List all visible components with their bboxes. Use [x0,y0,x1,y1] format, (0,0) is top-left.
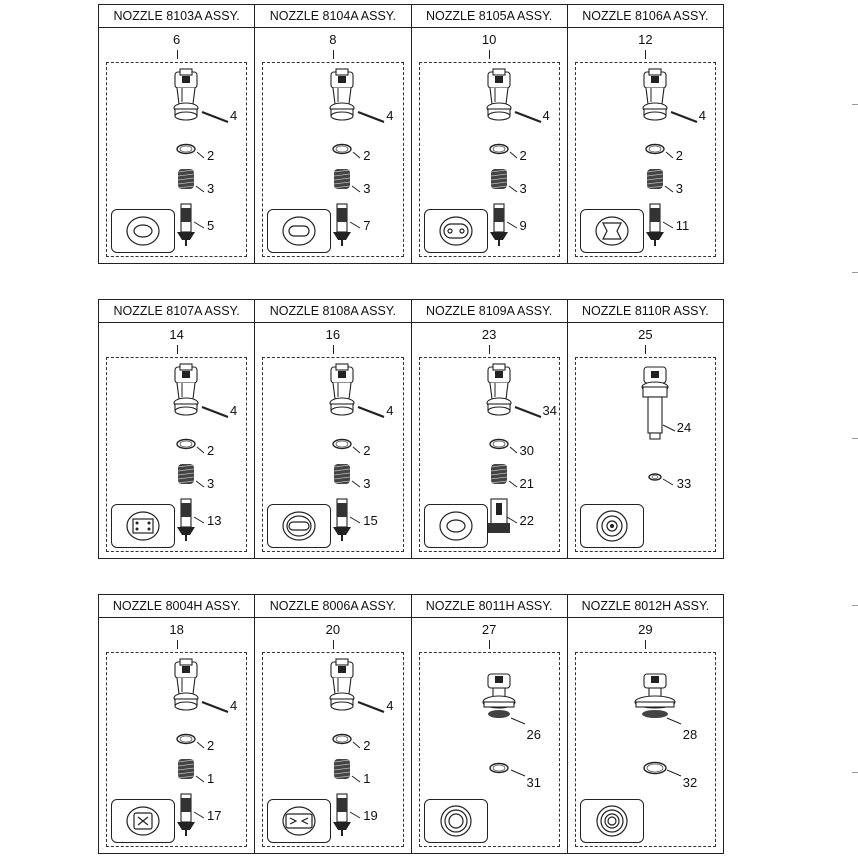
assembly-title: NOZZLE 8006A ASSY. [255,595,411,617]
header-row [99,300,723,323]
assembly-title: NOZZLE 8108A ASSY. [255,300,411,322]
nozzle-tip-detail [267,799,331,843]
assembly-cell [99,323,255,558]
part-number-label: 4 [698,108,706,123]
assembly-ref-number: 27 [481,622,497,637]
edge-mark [852,772,858,773]
assembly-cell [568,618,723,853]
assembly-ref-number: 25 [638,327,653,342]
part-number-label: 33 [676,476,692,491]
assembly-cell [412,28,568,263]
part-number-label: 2 [207,443,215,458]
header-row [99,595,723,618]
part-number-label: 26 [526,727,541,742]
assembly-table-row [98,594,724,854]
assembly-title: NOZZLE 8106A ASSY. [582,9,709,23]
part-number-label: 32 [682,775,698,790]
assembly-cell [568,323,723,558]
edge-mark [852,104,858,105]
assembly-cell [99,618,255,853]
part-number-label: 3 [363,181,371,196]
part-number-label: 11 [675,218,690,233]
part-number-label: 21 [519,476,534,491]
part-number-label: 5 [207,218,215,233]
tip-shape-icon [112,505,174,547]
part-number-label: 3 [675,181,683,196]
nozzle-tip-detail [424,504,488,548]
assembly-ref-number: 18 [169,622,184,637]
assembly-ref-number: 23 [481,327,497,342]
part-number-label: 13 [207,513,222,528]
edge-mark [852,438,858,439]
part-number-label: 3 [207,181,215,196]
part-number-label: 2 [363,443,371,458]
part-number-label: 17 [207,808,222,823]
assembly-title: NOZZLE 8104A ASSY. [255,5,411,27]
assembly-cell [255,618,411,853]
nozzle-tip-detail [580,209,644,253]
assembly-table-row [98,299,724,559]
edge-mark [852,272,858,273]
part-number-label: 2 [207,148,215,163]
part-number-label: 2 [363,738,371,753]
assembly-title: NOZZLE 8011H ASSY. [412,595,568,617]
assembly-cell [255,323,411,558]
nozzle-tip-detail [580,799,644,843]
part-number-label: 2 [675,148,683,163]
assembly-ref-number: 14 [169,327,184,342]
part-number-label: 4 [386,403,394,418]
part-number-label: 30 [519,443,534,458]
part-number-label: 1 [363,771,371,786]
tip-shape-icon [425,210,487,252]
tip-shape-icon [268,505,330,547]
part-number-label: 4 [230,698,238,713]
assembly-ref-number: 16 [325,327,341,342]
assembly-title: NOZZLE 8109A ASSY. [412,300,568,322]
assembly-table-row [98,4,724,264]
tip-shape-icon [268,210,330,252]
tip-shape-icon [112,210,174,252]
assembly-title: NOZZLE 8103A ASSY. [99,5,255,27]
assembly-cell [255,28,411,263]
part-number-label: 2 [363,148,371,163]
part-number-label: 4 [386,108,394,123]
part-number-label: 4 [386,698,394,713]
part-number-label: 4 [230,403,238,418]
assembly-cell [568,28,723,263]
assembly-ref-number: 20 [325,622,341,637]
tip-shape-icon [268,800,330,842]
part-number-label: 2 [519,148,527,163]
assembly-ref-number: 8 [329,32,337,47]
tip-shape-icon [425,800,487,842]
assembly-cell [412,618,568,853]
part-number-label: 2 [207,738,215,753]
assembly-title: NOZZLE 8107A ASSY. [99,300,255,322]
tip-shape-icon [112,800,174,842]
nozzle-tip-detail [111,209,175,253]
part-number-label: 3 [363,476,371,491]
nozzle-tip-detail [111,799,175,843]
nozzle-tip-detail [580,504,644,548]
tip-shape-icon [581,800,643,842]
tip-shape-icon [581,210,643,252]
nozzle-tip-detail [111,504,175,548]
nozzle-tip-detail [267,209,331,253]
part-number-label: 1 [207,771,215,786]
nozzle-tip-detail [424,799,488,843]
part-number-label: 28 [682,727,698,742]
tip-shape-icon [581,505,643,547]
assembly-title: NOZZLE 8012H ASSY. [581,599,710,613]
assembly-ref-number: 12 [638,32,653,47]
part-number-label: 4 [542,108,550,123]
tip-shape-icon [425,505,487,547]
edge-mark [852,605,858,606]
header-row [99,5,723,28]
assembly-ref-number: 29 [638,622,653,637]
part-number-label: 4 [230,108,238,123]
part-number-label: 22 [519,513,534,528]
assembly-cell [99,28,255,263]
part-number-label: 7 [363,218,371,233]
nozzle-tip-detail [424,209,488,253]
part-number-label: 24 [676,420,692,435]
part-number-label: 34 [542,403,557,418]
part-number-label: 9 [519,218,527,233]
assembly-title: NOZZLE 8110R ASSY. [582,304,709,318]
part-number-label: 3 [519,181,527,196]
assembly-cell [412,323,568,558]
part-number-label: 15 [363,513,378,528]
assembly-title: NOZZLE 8105A ASSY. [412,5,568,27]
part-number-label: 31 [526,775,541,790]
assembly-ref-number: 6 [173,32,181,47]
assembly-ref-number: 10 [481,32,497,47]
part-number-label: 3 [207,476,215,491]
nozzle-tip-detail [267,504,331,548]
assembly-title: NOZZLE 8004H ASSY. [99,595,255,617]
part-number-label: 19 [363,808,378,823]
